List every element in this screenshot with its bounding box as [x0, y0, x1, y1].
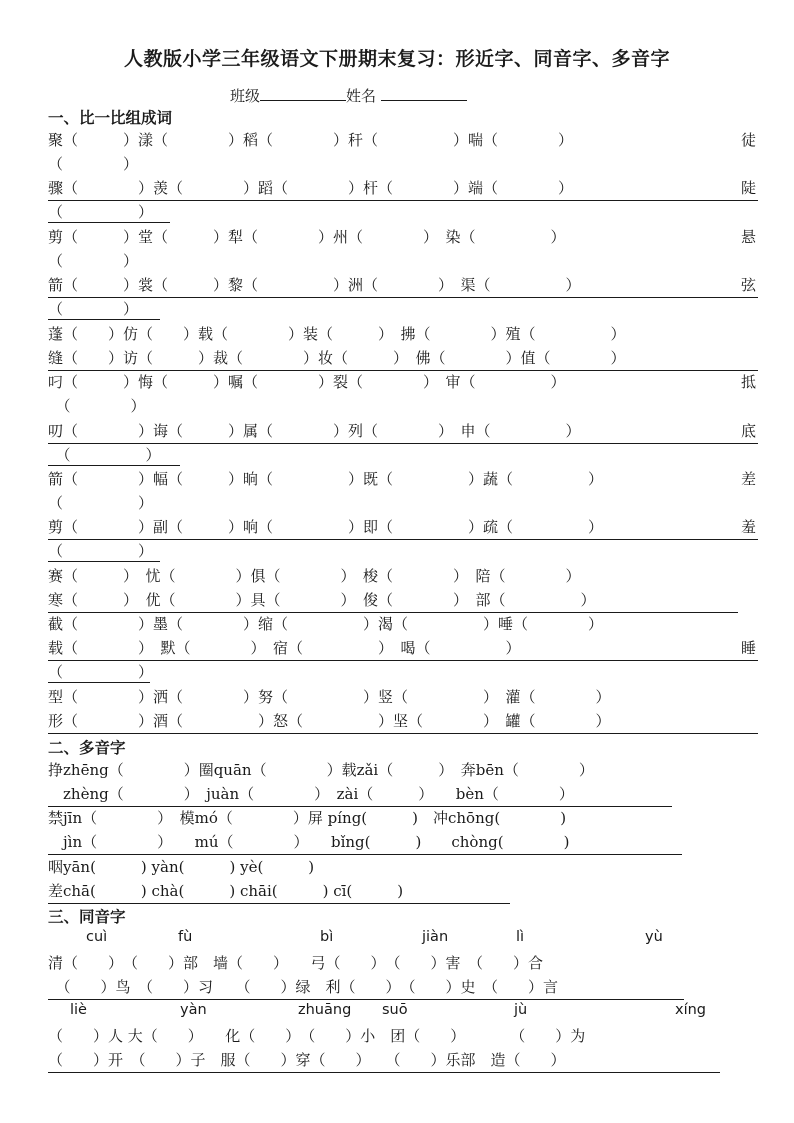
page-title: 人教版小学三年级语文下册期末复习：形近字、同音字、多音字 — [123, 48, 670, 70]
polyphone-row: 禁jīn（ ） 模mó（ ）屏 píng( ) 冲chōng( ) — [48, 809, 567, 827]
pinyin-label: liè — [70, 1002, 87, 1018]
class-label: 班级 — [230, 87, 261, 105]
polyphone-row: zhèng（ ） juàn（ ） zài（ ） bèn（ ） — [48, 784, 672, 807]
exercise-row: 骤（ ）羡（ ）蹈（ ）杆（ ）端（ ） — [48, 178, 758, 201]
homophone-row: （ ）鸟 （ ）习 （ ）绿 利（ ） （ ）史 （ ）言 — [48, 977, 684, 1000]
section-heading-polyphone: 二、多音字 — [48, 739, 126, 757]
exercise-row-wrap: （ ） — [48, 663, 154, 681]
exercise-row: 缝（ ）访（ ）裁（ ）妆（ ） 佛（ ）值（ ） — [48, 348, 758, 371]
pinyin-label: zhuāng — [298, 1002, 352, 1018]
polyphone-row: 差chā( ) chà( ) chāi( ) cī( ) — [48, 881, 510, 904]
exercise-row: 叨（ ）诲（ ）属（ ）列（ ） 申（ ） — [48, 421, 758, 444]
exercise-row: 箭（ ）裳（ ）黎（ ）洲（ ） 渠（ ） — [48, 275, 758, 298]
row-end-char: 弦 — [740, 276, 756, 294]
row-end-char: 睡 — [740, 639, 756, 657]
exercise-row: 形（ ）酒（ ）怒（ ）坚（ ） 罐（ ） — [48, 711, 758, 734]
exercise-row-wrap: （ ） — [48, 445, 180, 466]
exercise-row-wrap: （ ） — [48, 252, 139, 270]
row-end-char: 羞 — [740, 518, 756, 536]
pinyin-label: suō — [382, 1002, 408, 1018]
row-end-char: 徒 — [740, 131, 756, 149]
pinyin-label: fù — [178, 929, 193, 945]
pinyin-label: jù — [514, 1002, 528, 1018]
homophone-row: （ ）开 （ ）子 服（ ）穿（ ） （ ）乐部 造（ ） — [48, 1050, 720, 1073]
pinyin-label: cuì — [86, 929, 108, 945]
section-heading-compare: 一、比一比组成词 — [48, 109, 173, 127]
exercise-row: 剪（ ）副（ ）响（ ）即（ ）疏（ ） — [48, 517, 758, 540]
exercise-row-wrap: （ ） — [48, 541, 160, 562]
exercise-row-wrap: （ ） — [48, 494, 154, 512]
pinyin-label: yù — [645, 929, 663, 945]
exercise-row: 剪（ ）堂（ ）犁（ ）州（ ） 染（ ） — [48, 228, 566, 246]
name-label: 姓名 — [346, 87, 377, 105]
polyphone-row: jìn（ ） mú（ ） bǐng( ) chòng( ) — [48, 832, 682, 855]
pinyin-label: jiàn — [422, 929, 449, 945]
row-end-char: 底 — [740, 422, 756, 440]
exercise-row: 蓬（ ）仿（ ）载（ ）装（ ） 拂（ ）殖（ ） — [48, 325, 626, 343]
pinyin-label: bì — [320, 929, 334, 945]
homophone-row: 清（ ） （ ）部 墙（ ） 弓（ ） （ ）害 （ ）合 — [48, 954, 544, 972]
pinyin-label: xíng — [675, 1002, 707, 1018]
exercise-row-wrap: （ ） — [48, 299, 160, 320]
class-blank[interactable] — [260, 86, 346, 101]
exercise-row: 寒（ ） 优（ ）具（ ） 俊（ ） 部（ ） — [48, 590, 738, 613]
exercise-row: 型（ ）洒（ ）努（ ）竖（ ） 灌（ ） — [48, 688, 611, 706]
pinyin-label: yàn — [180, 1002, 207, 1018]
pinyin-label: lì — [516, 929, 525, 945]
row-end-char: 差 — [740, 470, 756, 488]
homophone-row: （ ）人 大（ ） 化（ ） （ ）小 团（ ） （ ）为 — [48, 1027, 586, 1045]
exercise-row: 箭（ ）幅（ ）晌（ ）既（ ）蔬（ ） — [48, 470, 604, 488]
exercise-row-wrap: （ ） — [48, 397, 146, 415]
row-end-char: 悬 — [740, 228, 756, 246]
row-end-char: 陡 — [740, 179, 756, 197]
exercise-row: 聚（ ）漾（ ）稻（ ）秆（ ）喘（ ） — [48, 131, 574, 149]
polyphone-row: 咽yān( ) yàn( ) yè( ) — [48, 858, 315, 876]
class-name-line — [230, 85, 467, 106]
section-heading-homophone: 三、同音字 — [48, 908, 126, 926]
exercise-row: 载（ ） 默（ ） 宿（ ） 喝（ ） — [48, 638, 758, 661]
exercise-row-wrap: （ ） — [48, 155, 139, 173]
exercise-row: 叼（ ）悔（ ）嘱（ ）裂（ ） 审（ ） — [48, 373, 566, 391]
polyphone-row: 挣zhēng（ ）圈quān（ ）载zǎi（ ） 奔bēn（ ） — [48, 761, 594, 779]
name-blank[interactable] — [381, 86, 467, 101]
row-end-char: 抵 — [740, 373, 756, 391]
exercise-row-wrap: （ ） — [48, 202, 170, 223]
exercise-row: 截（ ）墨（ ）缩（ ）渴（ ）唾（ ） — [48, 615, 604, 633]
exercise-row: 赛（ ） 忧（ ）俱（ ） 梭（ ） 陪（ ） — [48, 567, 581, 585]
